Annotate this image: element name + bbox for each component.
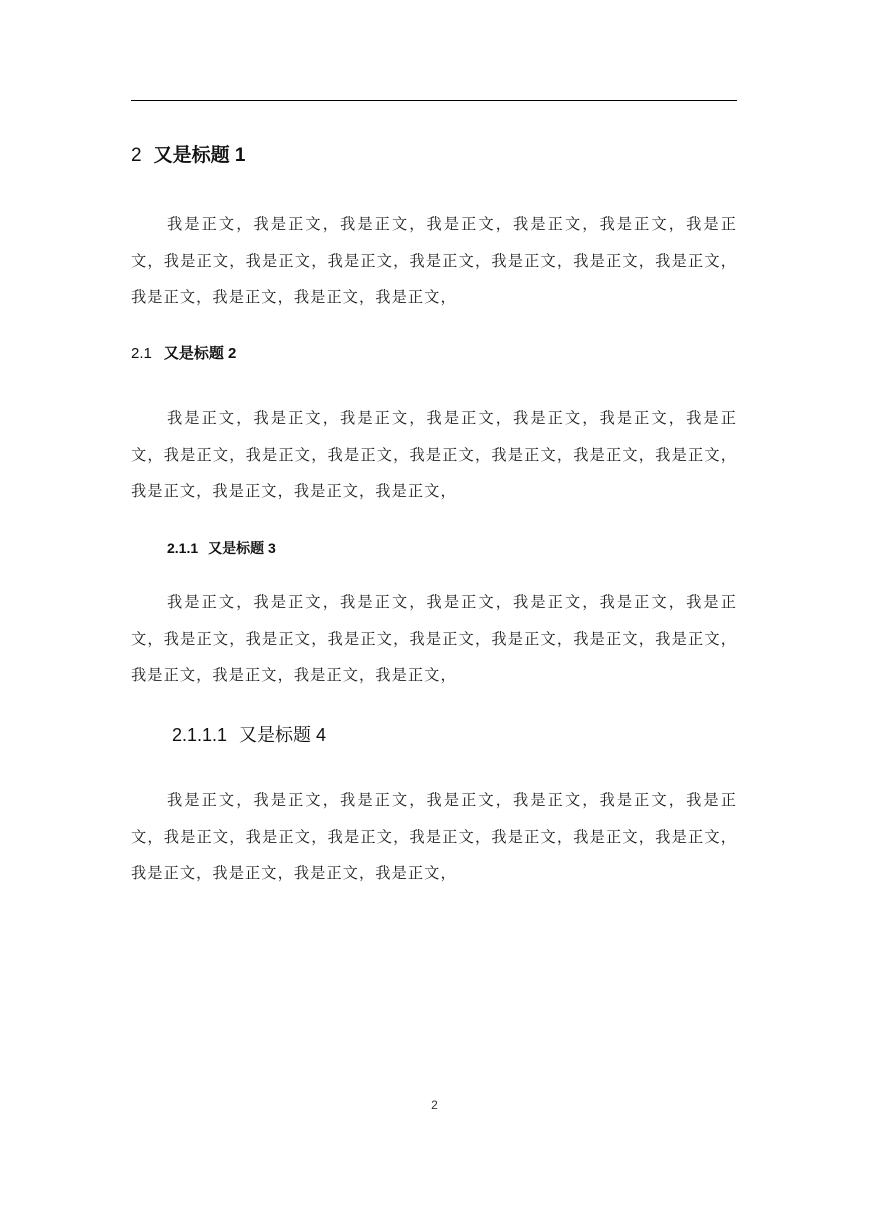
body-paragraph: 我是正文，我是正文，我是正文，我是正文，我是正文，我是正文，我是正文，我是正文，我是正文，我是正文，我是正文，我是正文，我是正文，我是正文，我是正文，我是正文，我是正文，我是正文，: [131, 409, 737, 500]
heading-level-3: [167, 538, 276, 558]
heading-level-4: [172, 721, 326, 747]
body-paragraph: 我是正文，我是正文，我是正文，我是正文，我是正文，我是正文，我是正文，我是正文，我是正文，我是正文，我是正文，我是正文，我是正文，我是正文，我是正文，我是正文，我是正文，我是正文，: [131, 593, 737, 684]
heading-level-2: [131, 342, 236, 363]
heading-number: 2.1.1.1: [172, 725, 228, 745]
body-paragraph: 我是正文，我是正文，我是正文，我是正文，我是正文，我是正文，我是正文，我是正文，我是正文，我是正文，我是正文，我是正文，我是正文，我是正文，我是正文，我是正文，我是正文，我是正文，: [131, 791, 737, 882]
heading-number: 2: [131, 145, 142, 166]
page-number: 2: [431, 1098, 438, 1112]
header-rule: [131, 100, 737, 101]
heading-number: 2.1: [131, 345, 152, 362]
heading-text: 又是标题 2: [163, 345, 237, 362]
heading-text: 又是标题 3: [208, 540, 276, 556]
body-paragraph: 我是正文，我是正文，我是正文，我是正文，我是正文，我是正文，我是正文，我是正文，我是正文，我是正文，我是正文，我是正文，我是正文，我是正文，我是正文，我是正文，我是正文，我是正文，: [131, 215, 737, 306]
heading-number: 2.1.1: [167, 540, 199, 556]
heading-text: 又是标题 4: [239, 725, 327, 745]
heading-level-1: [131, 140, 245, 167]
heading-text: 又是标题 1: [153, 145, 246, 166]
